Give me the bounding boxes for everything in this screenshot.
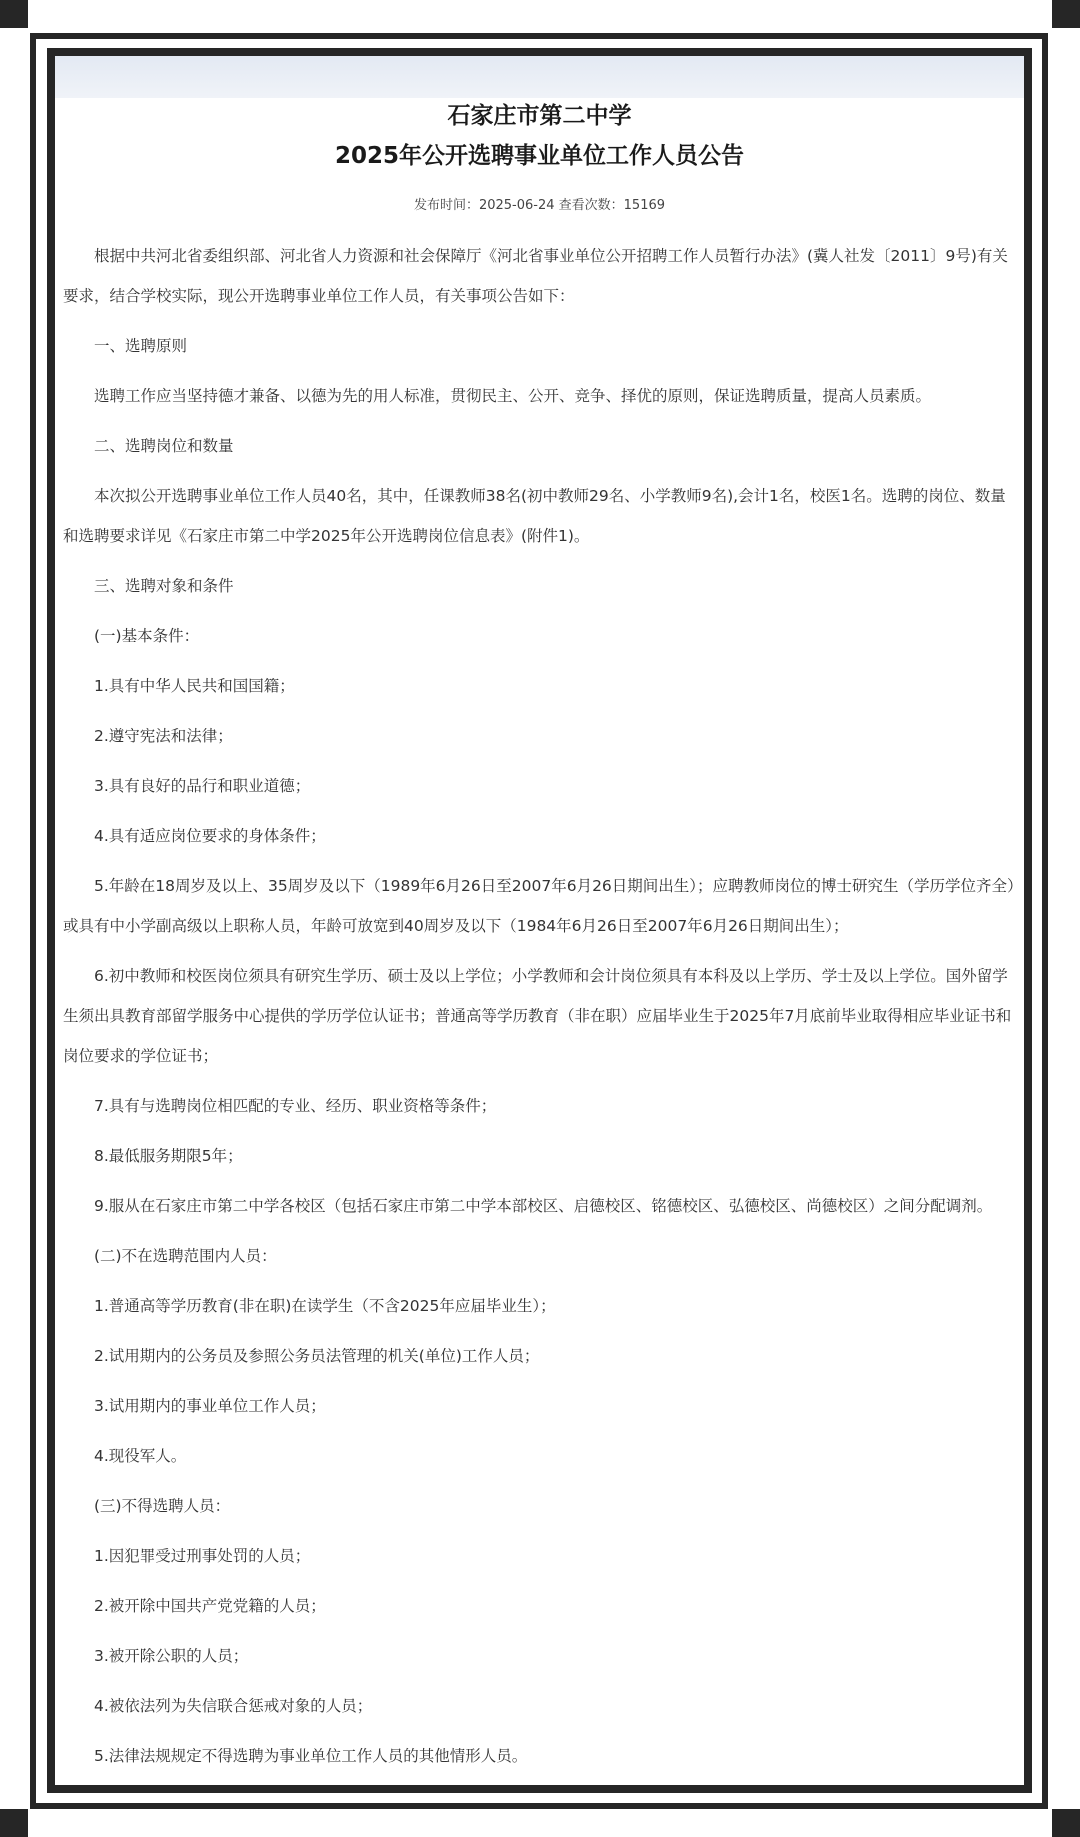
- list-item: 3.试用期内的事业单位工作人员；: [94, 1397, 326, 1415]
- paragraph: 选聘工作应当坚持德才兼备、以德为先的用人标准，贯彻民主、公开、竞争、择优的原则，保证选聘质量，提高人员素质。: [94, 387, 932, 405]
- subsection-heading: (三)不得选聘人员：: [94, 1497, 231, 1515]
- subsection-heading: (一)基本条件：: [94, 627, 200, 645]
- list-item: 9.服从在石家庄市第二中学各校区（包括石家庄市第二中学本部校区、启德校区、铭德校区、弘德校区、尚德校区）之间分配调剂。: [94, 1197, 993, 1215]
- list-item: 5.法律法规规定不得选聘为事业单位工作人员的其他情形人员。: [94, 1747, 528, 1765]
- corner-mark-top-right: [1052, 0, 1080, 28]
- list-item: 2.试用期内的公务员及参照公务员法管理的机关(单位)工作人员；: [94, 1347, 540, 1365]
- list-item: 2.被开除中国共产党党籍的人员；: [94, 1597, 326, 1615]
- section-heading: 一、选聘原则: [94, 337, 188, 355]
- list-item: 3.具有良好的品行和职业道德；: [94, 777, 311, 795]
- section-heading: 三、选聘对象和条件: [94, 577, 234, 595]
- list-item: 4.现役军人。: [94, 1447, 187, 1465]
- publish-meta: 发布时间：2025-06-24 查看次数：15169: [413, 198, 666, 213]
- list-item: 4.具有适应岗位要求的身体条件；: [94, 827, 326, 845]
- list-item: 3.被开除公职的人员；: [94, 1647, 249, 1665]
- document-body: [55, 56, 1024, 1776]
- list-item: 2.遵守宪法和法律；: [94, 727, 233, 745]
- corner-mark-bottom-left: [0, 1809, 28, 1837]
- title-school: 石家庄市第二中学: [447, 103, 632, 129]
- list-item: 7.具有与选聘岗位相匹配的专业、经历、职业资格等条件；: [94, 1097, 497, 1115]
- corner-mark-top-left: [0, 0, 28, 28]
- list-item: 5.年龄在18周岁及以上、35周岁及以下（1989年6月26日至2007年6月26日期间出生）；应聘教师岗位的博士研究生（学历学位齐全）或具有中小学副高级以上职称人员，年龄可放宽到40周岁及以下（1984年6月26日至2007年6月26日期间出生）；: [63, 877, 1015, 935]
- list-item: 6.初中教师和校医岗位须具有研究生学历、硕士及以上学位；小学教师和会计岗位须具有本科及以上学历、学士及以上学位。国外留学生须出具教育部留学服务中心提供的学历学位认证书；普通高等学历教育（非在职）应届毕业生于2025年7月底前毕业取得相应毕业证书和岗位要求的学位证书；: [63, 967, 1012, 1065]
- list-item: 1.因犯罪受过刑事处罚的人员；: [94, 1547, 311, 1565]
- list-item: 8.最低服务期限5年；: [94, 1147, 243, 1165]
- paragraph: 本次拟公开选聘事业单位工作人员40名，其中，任课教师38名(初中教师29名、小学教师9名),会计1名，校医1名。选聘的岗位、数量和选聘要求详见《石家庄市第二中学2025年公开选聘岗位信息表》(附件1)。: [63, 487, 1006, 545]
- document-frame: [47, 48, 1032, 1793]
- list-item: 4.被依法列为失信联合惩戒对象的人员；: [94, 1697, 373, 1715]
- corner-mark-bottom-right: [1052, 1809, 1080, 1837]
- title-announcement: 2025年公开选聘事业单位工作人员公告: [334, 143, 744, 169]
- list-item: 1.普通高等学历教育(非在职)在读学生（不含2025年应届毕业生）；: [94, 1297, 556, 1315]
- section-heading: 二、选聘岗位和数量: [94, 437, 234, 455]
- paragraph: 根据中共河北省委组织部、河北省人力资源和社会保障厅《河北省事业单位公开招聘工作人员暂行办法》(冀人社发〔2011〕9号)有关要求，结合学校实际，现公开选聘事业单位工作人员，有关事项公告如下：: [63, 247, 1008, 305]
- subsection-heading: (二)不在选聘范围内人员：: [94, 1247, 277, 1265]
- list-item: 1.具有中华人民共和国国籍；: [94, 677, 295, 695]
